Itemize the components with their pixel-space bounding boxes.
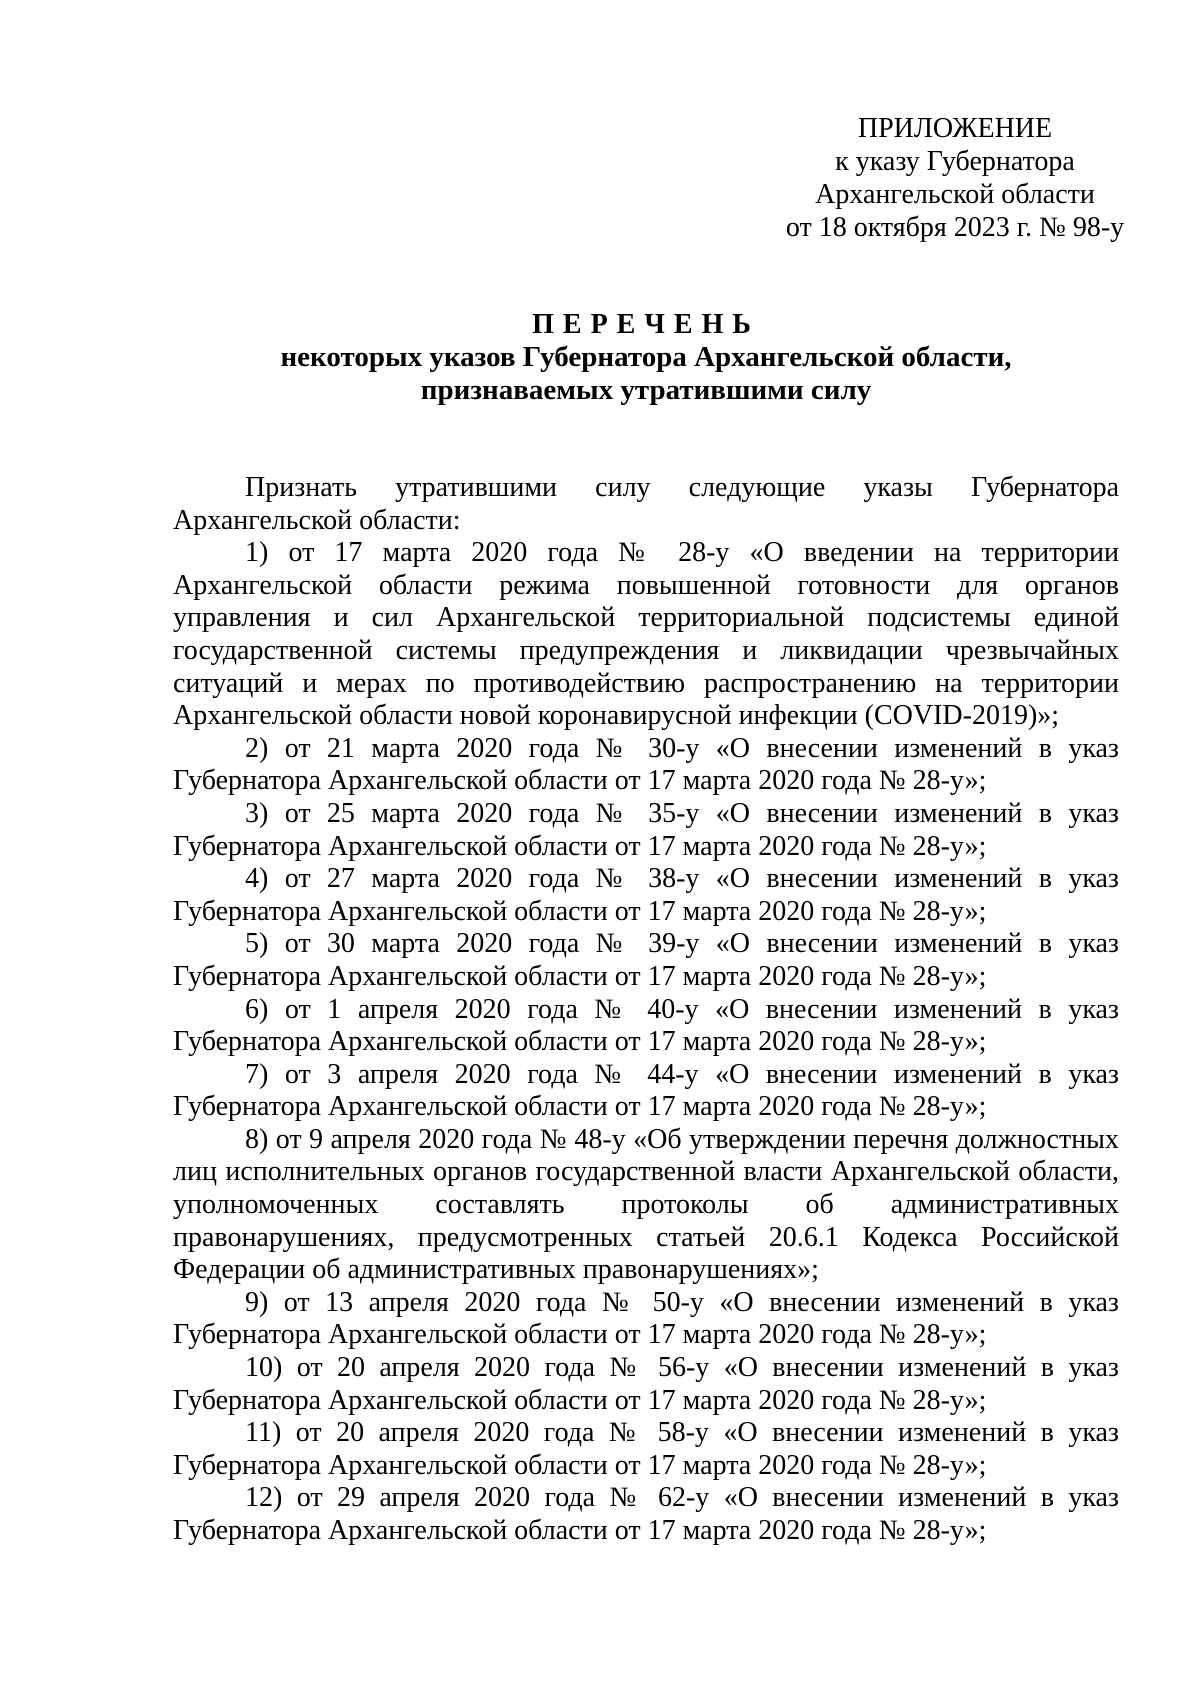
intro-paragraph: Признать утратившими силу следующие указы Губернатора Архангельской области: xyxy=(173,472,1119,536)
list-item: 4) от 27 марта 2020 года № 38-у «О внесении изменений в указ Губернатора Архангельской области от 17 марта 2020 года № 28-у»; xyxy=(173,863,1119,927)
list-item: 11) от 20 апреля 2020 года № 58-у «О внесении изменений в указ Губернатора Архангельской области от 17 марта 2020 года № 28-у»; xyxy=(173,1417,1119,1481)
list-item: 1) от 17 марта 2020 года № 28-у «О введении на территории Архангельской области режима повышенной готовности для органов управления и сил Архангельской территориальной подсистемы единой государственной системы предупреждения и ликвидации чрезвычайных ситуаций и мерах по противодействию распространению на территории Архангельской области новой коронавирусной инфекции (COVID-2019)»; xyxy=(173,537,1119,732)
document-subtitle-line-2: признаваемых утратившими силу xyxy=(420,374,872,406)
document-title-block xyxy=(173,308,1119,407)
list-item: 9) от 13 апреля 2020 года № 50-у «О внесении изменений в указ Губернатора Архангельской области от 17 марта 2020 года № 28-у»; xyxy=(173,1286,1119,1351)
document-body xyxy=(173,472,1119,1548)
appendix-label: ПРИЛОЖЕНИЕ xyxy=(857,113,1053,144)
document-title: ПЕРЕЧЕНЬ xyxy=(532,309,760,340)
list-item: 8) от 9 апреля 2020 года № 48-у «Об утверждении перечня должностных лиц исполнительных органов государственной власти Архангельской области, уполномоченных составлять протоколы об административных правонарушениях, предусмотренных статьей 20.6.1 Кодекса Российской Федерации об административных правонарушениях»; xyxy=(173,1123,1119,1286)
list-item: 3) от 25 марта 2020 года № 35-у «О внесении изменений в указ Губернатора Архангельской области от 17 марта 2020 года № 28-у»; xyxy=(173,797,1119,862)
appendix-decree-ref: к указу Губернатора xyxy=(835,146,1075,177)
list-item: 2) от 21 марта 2020 года № 30-у «О внесении изменений в указ Губернатора Архангельской области от 17 марта 2020 года № 28-у»; xyxy=(173,732,1119,797)
list-item: 7) от 3 апреля 2020 года № 44-у «О внесении изменений в указ Губернатора Архангельской области от 17 марта 2020 года № 28-у»; xyxy=(173,1058,1119,1123)
list-item: 10) от 20 апреля 2020 года № 56-у «О внесении изменений в указ Губернатора Архангельской области от 17 марта 2020 года № 28-у»; xyxy=(173,1352,1119,1416)
document-subtitle-line-1: некоторых указов Губернатора Архангельской области, xyxy=(280,341,1012,373)
list-item: 12) от 29 апреля 2020 года № 62-у «О внесении изменений в указ Губернатора Архангельской области от 17 марта 2020 года № 28-у»; xyxy=(173,1482,1119,1546)
appendix-date-number: от 18 октября 2023 г. № 98-у xyxy=(785,212,1125,243)
appendix-region: Архангельской области xyxy=(815,179,1095,210)
list-item: 6) от 1 апреля 2020 года № 40-у «О внесении изменений в указ Губернатора Архангельской области от 17 марта 2020 года № 28-у»; xyxy=(173,993,1119,1058)
appendix-header xyxy=(770,112,1140,244)
list-item: 5) от 30 марта 2020 года № 39-у «О внесении изменений в указ Губернатора Архангельской области от 17 марта 2020 года № 28-у»; xyxy=(173,928,1119,992)
